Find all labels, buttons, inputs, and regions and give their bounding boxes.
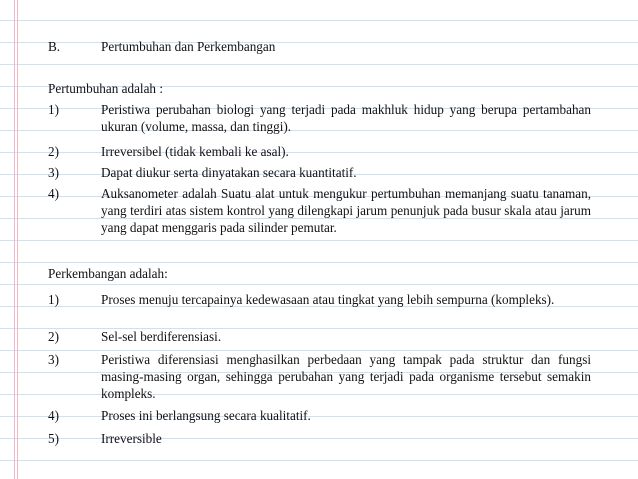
development-intro: Perkembangan adalah: bbox=[48, 266, 168, 281]
list-item-text: Dapat diukur serta dinyatakan secara kuantitatif. bbox=[101, 165, 357, 180]
list-item-number: 4) bbox=[48, 186, 59, 201]
list-item-number: 4) bbox=[48, 408, 59, 423]
section-label: B. bbox=[48, 39, 61, 54]
list-item-number: 3) bbox=[48, 165, 59, 180]
list-item-text: Irreversible bbox=[101, 431, 162, 446]
list-item-text: Auksanometer adalah Suatu alat untuk mengukur pertumbuhan memanjang suatu tanaman, yang terdiri atas sistem kontrol yang dilengkapi jarum penunjuk pada busur skala atau jarum yang dapat menggaris pada silinder pemutar. bbox=[101, 186, 591, 235]
list-item-number: 2) bbox=[48, 329, 59, 344]
list-item-text: Irreversibel (tidak kembali ke asal). bbox=[101, 144, 289, 159]
list-item-number: 5) bbox=[48, 431, 59, 446]
list-item-number: 2) bbox=[48, 144, 59, 159]
growth-intro: Pertumbuhan adalah : bbox=[48, 81, 163, 96]
list-item-number: 1) bbox=[48, 292, 59, 307]
section-title: Pertumbuhan dan Perkembangan bbox=[101, 39, 276, 54]
list-item-text: Peristiwa diferensiasi menghasilkan perbedaan yang tampak pada struktur dan fungsi masing-masing organ, sehingga perubahan yang terjadi pada organisme tersebut semakin kompleks. bbox=[101, 352, 591, 401]
list-item-number: 3) bbox=[48, 352, 59, 367]
list-item-text: Peristiwa perubahan biologi yang terjadi pada makhluk hidup yang berupa pertambahan ukuran (volume, massa, dan tinggi). bbox=[101, 102, 591, 134]
list-item-text: Proses menuju tercapainya kedewasaan atau tingkat yang lebih sempurna (kompleks). bbox=[101, 292, 555, 307]
list-item-number: 1) bbox=[48, 102, 59, 117]
list-item-text: Sel-sel berdiferensiasi. bbox=[101, 329, 222, 344]
list-item-text: Proses ini berlangsung secara kualitatif. bbox=[101, 408, 311, 423]
